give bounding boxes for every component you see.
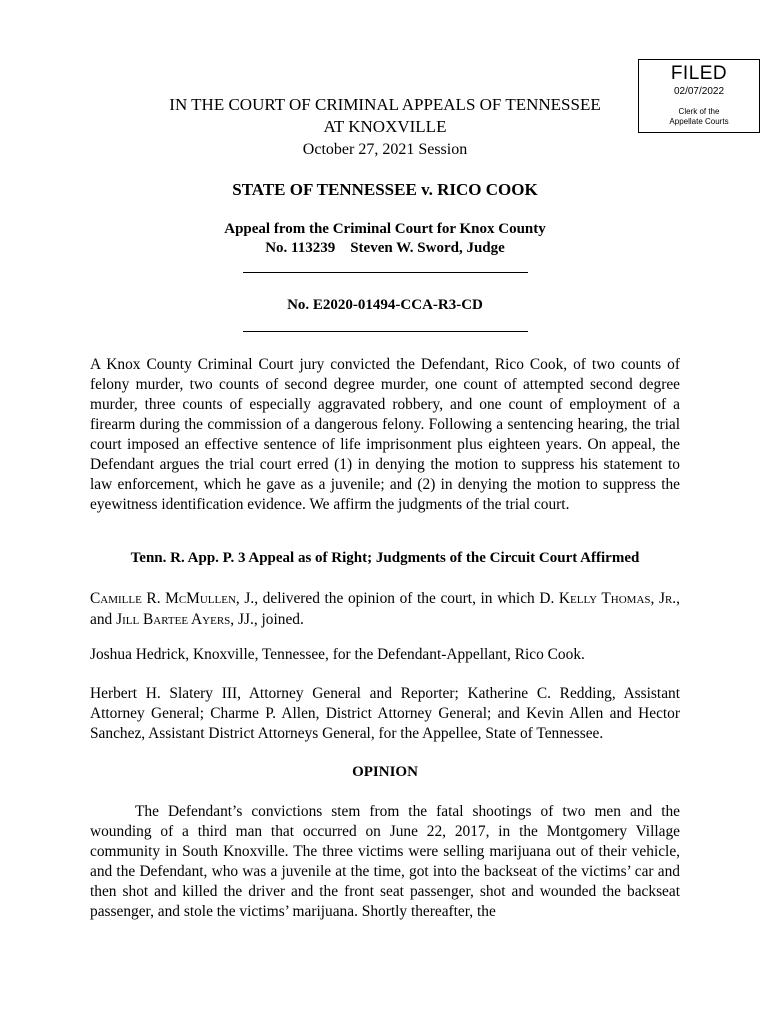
appeal-number: No. E2020-01494-CCA-R3-CD: [287, 297, 483, 313]
counsel-appellee: Herbert H. Slatery III, Attorney General and Reporter; Katherine C. Redding, Assistant Attorney General; Charme P. Allen, District Attorney General; and Kevin Allen and Hector Sanchez, Assistant District Attorneys General, for the Appellee, State of Tennessee.: [90, 685, 680, 742]
joining-judge-1: D. Kelly Thomas, Jr.: [539, 590, 677, 607]
joining-judge-2: Jill Bartee Ayers: [116, 611, 231, 628]
authorship-text: , delivered the opinion of the court, in which: [254, 590, 540, 607]
authorship-and: , and: [90, 590, 680, 628]
session-date: October 27, 2021 Session: [302, 141, 468, 158]
case-summary: A Knox County Criminal Court jury convicted the Defendant, Rico Cook, of two counts of felony murder, two counts of second degree murder, one count of attempted second degree murder, three counts of especially aggravated robbery, and one count of employment of a firearm during the commission of a dangerous felony. Following a sentencing hearing, the trial court imposed an effective sentence of life imprisonment plus eighteen years. On appeal, the Defendant argues the trial court erred (1) in denying the motion to suppress his statement to law enforcement, which he gave as a juvenile; and (2) in denying the motion to suppress the eyewitness identification evidence. We affirm the judgments of the trial court.: [90, 356, 680, 513]
filed-stamp-courts: Appellate Courts: [669, 117, 729, 126]
court-name-line2: AT KNOXVILLE: [323, 117, 447, 136]
case-title: STATE OF TENNESSEE v. RICO COOK: [232, 180, 538, 199]
divider-rule-2: [243, 331, 528, 332]
counsel-appellant: Joshua Hedrick, Knoxville, Tennessee, for the Defendant-Appellant, Rico Cook.: [90, 646, 585, 663]
author-name: Camille R. McMullen, J.: [90, 590, 255, 607]
filed-stamp-date: 02/07/2022: [673, 86, 725, 97]
filed-stamp-clerk: Clerk of the: [678, 107, 720, 116]
authorship-line: [90, 588, 680, 630]
divider-rule-1: [243, 272, 528, 273]
disposition: Tenn. R. App. P. 3 Appeal as of Right; Judgments of the Circuit Court Affirmed: [130, 550, 640, 566]
filed-stamp-label: FILED: [670, 63, 728, 84]
appeal-from: Appeal from the Criminal Court for Knox County: [224, 221, 546, 237]
court-name-line1: IN THE COURT OF CRIMINAL APPEALS OF TENNESSEE: [169, 95, 601, 114]
opinion-body: The Defendant’s convictions stem from the fatal shootings of two men and the wounding of a third man that occurred on June 22, 2017, in the Montgomery Village community in South Knoxville. The three victims were selling marijuana out of their vehicle, and the Defendant, who was a juvenile at the time, got into the backseat of the victims’ car and then shot and killed the driver and the front seat passenger, shot and wounded the backseat passenger, and stole the victims’ marijuana. Shortly thereafter, the: [90, 803, 680, 920]
lower-case-number: No. 113239 Steven W. Sword, Judge: [265, 240, 505, 256]
opinion-heading: OPINION: [352, 764, 418, 780]
authorship-end: , JJ., joined.: [230, 611, 304, 628]
